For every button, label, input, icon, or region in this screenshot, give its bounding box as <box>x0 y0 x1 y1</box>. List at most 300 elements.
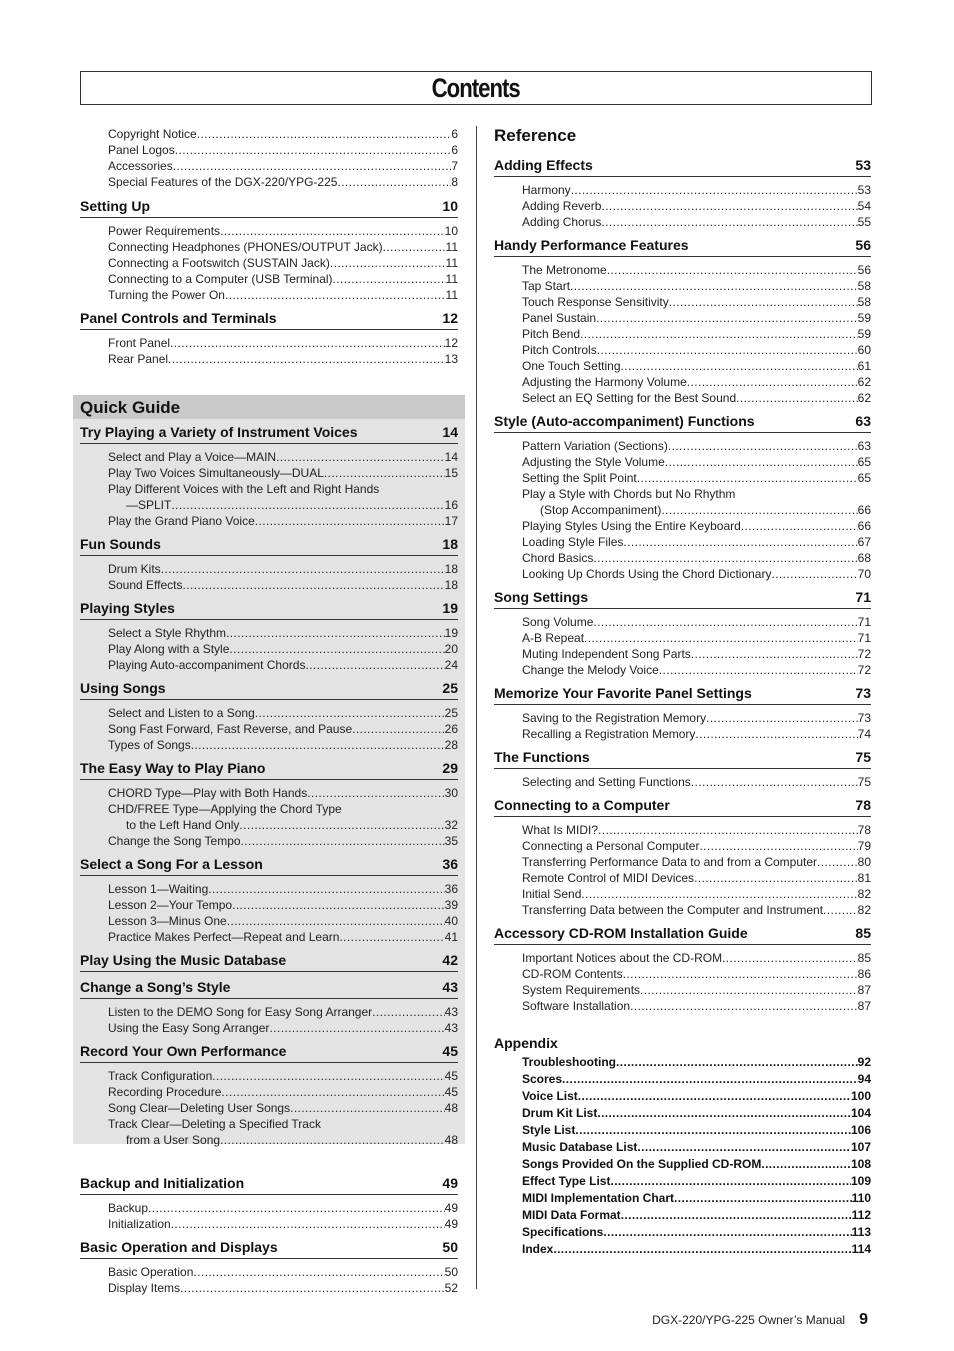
toc-entry-page: 36 <box>444 882 458 896</box>
toc-entry-link[interactable] <box>80 705 458 721</box>
toc-entry-label: Using the Easy Song Arranger <box>108 1021 270 1035</box>
toc-entry-label: Change the Melody Voice <box>522 663 659 677</box>
appendix-entry-link[interactable] <box>494 1173 871 1190</box>
toc-entry-link[interactable] <box>494 998 871 1014</box>
toc-entry-link[interactable] <box>494 486 871 518</box>
leader-dots <box>212 1068 444 1084</box>
toc-section <box>494 589 871 678</box>
toc-entry-link[interactable] <box>80 913 458 929</box>
section-title: Style (Auto-accompaniment) Functions <box>494 413 755 429</box>
toc-entry-link[interactable] <box>494 646 871 662</box>
toc-entry-label: Select and Listen to a Song <box>108 706 255 720</box>
leader-dots <box>180 1280 445 1296</box>
section-page: 75 <box>855 749 871 765</box>
appendix-entry-link[interactable] <box>494 1241 871 1258</box>
toc-entry-link[interactable] <box>80 833 458 849</box>
leader-dots <box>691 774 858 790</box>
toc-entry-page: 45 <box>444 1069 458 1083</box>
leader-dots <box>610 1173 851 1190</box>
section-heading-link[interactable] <box>494 413 871 433</box>
leader-dots <box>161 561 445 577</box>
toc-section <box>80 952 458 972</box>
leader-dots <box>578 1088 851 1105</box>
section-heading-link[interactable] <box>80 198 458 218</box>
toc-entry-label: Software Installation <box>522 999 631 1013</box>
toc-entry-label: Lesson 3—Minus One <box>108 914 227 928</box>
toc-section <box>80 198 458 303</box>
section-page: 42 <box>442 952 458 968</box>
leader-dots <box>621 358 858 374</box>
section-title: The Functions <box>494 749 590 765</box>
section-page: 43 <box>442 979 458 995</box>
leader-dots <box>255 513 445 529</box>
section-heading-link[interactable] <box>494 749 871 769</box>
toc-entry-link[interactable] <box>494 726 871 742</box>
toc-entry-page: 41 <box>444 930 458 944</box>
toc-entry-link[interactable] <box>80 1200 458 1216</box>
toc-entry-page: 66 <box>857 519 871 533</box>
toc-entry-page: 52 <box>444 1281 458 1295</box>
toc-entry-link[interactable] <box>494 838 871 854</box>
leader-dots <box>669 294 858 310</box>
toc-entry-link[interactable] <box>80 255 458 271</box>
section-page: 85 <box>855 925 871 941</box>
toc-entry-page: 72 <box>857 647 871 661</box>
toc-entry-page: 70 <box>857 567 871 581</box>
section-title: Try Playing a Variety of Instrument Voices <box>80 424 358 440</box>
section-heading-link[interactable] <box>80 310 458 330</box>
leader-dots <box>239 817 444 833</box>
section-heading-link[interactable] <box>80 1175 458 1195</box>
toc-entry-page: 18 <box>444 562 458 576</box>
toc-section <box>494 925 871 1014</box>
toc-entry-link[interactable] <box>80 881 458 897</box>
toc-entry-link[interactable] <box>494 822 871 838</box>
toc-entry-label: Copyright Notice <box>108 127 197 141</box>
toc-entry-link[interactable] <box>494 630 871 646</box>
leader-dots <box>593 550 857 566</box>
appendix-heading: Appendix <box>494 1035 558 1051</box>
appendix-entry-label: Troubleshooting <box>522 1055 616 1069</box>
toc-entry-page: 43 <box>444 1005 458 1019</box>
leader-dots <box>232 897 445 913</box>
leader-dots <box>621 1207 852 1224</box>
leader-dots <box>220 1132 445 1148</box>
toc-entry-label: Practice Makes Perfect—Repeat and Learn <box>108 930 340 944</box>
toc-entry-link[interactable] <box>494 326 871 342</box>
toc-entry-page: 12 <box>444 336 458 350</box>
toc-entry-label: Basic Operation <box>108 1265 194 1279</box>
leader-dots <box>575 1122 851 1139</box>
toc-entry-page: 58 <box>857 295 871 309</box>
leader-dots <box>226 625 445 641</box>
toc-entry-link[interactable] <box>80 174 458 190</box>
toc-entry-label: Backup <box>108 1201 149 1215</box>
toc-entry-page: 25 <box>444 706 458 720</box>
toc-section <box>80 856 458 945</box>
toc-entry-link[interactable] <box>80 1100 458 1116</box>
toc-entry-continuation <box>108 1132 458 1148</box>
toc-entry-link[interactable] <box>80 625 458 641</box>
appendix-entry-page: 94 <box>857 1072 871 1086</box>
toc-section <box>494 157 871 230</box>
toc-entry-link[interactable] <box>494 278 871 294</box>
appendix-entry-page: 112 <box>851 1208 871 1222</box>
toc-entry-label: Initialization <box>108 1217 171 1231</box>
toc-entry-link[interactable] <box>494 374 871 390</box>
appendix-entry-link[interactable] <box>494 1207 871 1224</box>
toc-entry-label: Accessories <box>108 159 173 173</box>
toc-entry-link[interactable] <box>80 801 458 833</box>
leader-dots <box>637 470 858 486</box>
appendix-entry-page: 107 <box>850 1140 871 1154</box>
section-title: Fun Sounds <box>80 536 161 552</box>
toc-entry-link[interactable] <box>494 438 871 454</box>
toc-section <box>494 685 871 742</box>
toc-entry-link[interactable] <box>494 518 871 534</box>
leader-dots <box>171 1216 445 1232</box>
toc-entry-link[interactable] <box>80 481 458 513</box>
toc-entry-link[interactable] <box>494 566 871 582</box>
appendix-entry-link[interactable] <box>494 1071 871 1088</box>
section-heading-link[interactable] <box>80 760 458 780</box>
toc-entry-page: 11 <box>445 256 458 270</box>
toc-entry-page: 11 <box>445 288 458 302</box>
section-page: 25 <box>442 680 458 696</box>
page-title: Contents <box>431 72 521 103</box>
toc-entry-label: Pattern Variation (Sections) <box>522 439 668 453</box>
toc-entry-label: Rear Panel <box>108 352 169 366</box>
toc-entry-page: 71 <box>857 615 871 629</box>
toc-entry-link[interactable] <box>494 182 871 198</box>
toc-section <box>80 1043 458 1148</box>
toc-entry-page: 82 <box>857 903 871 917</box>
toc-entry-page: 82 <box>857 887 871 901</box>
toc-entry-link[interactable] <box>494 550 871 566</box>
section-heading-link[interactable] <box>80 856 458 876</box>
toc-entry-link[interactable] <box>494 214 871 230</box>
toc-entry-page: 11 <box>445 240 458 254</box>
leader-dots <box>817 854 858 870</box>
toc-entry-label: Remote Control of MIDI Devices <box>522 871 695 885</box>
leader-dots <box>736 390 858 406</box>
section-heading-link[interactable] <box>494 157 871 177</box>
toc-entry-label: Connecting to a Computer (USB Terminal) <box>108 272 333 286</box>
leader-dots <box>241 833 445 849</box>
toc-entry-continuation <box>108 497 458 513</box>
toc-entry-page: 65 <box>857 455 871 469</box>
toc-section <box>80 979 458 1036</box>
appendix-entry-link[interactable] <box>494 1054 871 1071</box>
toc-entry-page: 17 <box>444 514 458 528</box>
leader-dots <box>571 182 858 198</box>
section-heading-link[interactable] <box>80 1239 458 1259</box>
section-page: 18 <box>442 536 458 552</box>
toc-entry-link[interactable] <box>494 390 871 406</box>
toc-entry-link[interactable] <box>80 287 458 303</box>
toc-entry-label: Play Two Voices Simultaneously—DUAL <box>108 466 324 480</box>
appendix-entry-label: Scores <box>522 1072 563 1086</box>
leader-dots <box>601 214 857 230</box>
leader-dots <box>603 1224 851 1241</box>
toc-entry-page: 85 <box>857 951 871 965</box>
leader-dots <box>168 351 445 367</box>
toc-entry-label: Setting the Split Point <box>522 471 637 485</box>
leader-dots <box>225 287 446 303</box>
leader-dots <box>616 1054 858 1071</box>
section-title: Backup and Initialization <box>80 1175 245 1191</box>
leader-dots <box>694 870 858 886</box>
toc-entry-link[interactable] <box>80 271 458 287</box>
appendix-entry-link[interactable] <box>494 1156 871 1173</box>
toc-entry-link[interactable] <box>80 1116 458 1148</box>
toc-entry-link[interactable] <box>80 641 458 657</box>
appendix-entry-link[interactable] <box>494 1105 871 1122</box>
appendix-entry-label: Index <box>522 1242 554 1256</box>
leader-dots <box>630 998 858 1014</box>
leader-dots <box>339 929 444 945</box>
section-page: 49 <box>442 1175 458 1191</box>
toc-entry-label-line: Play Different Voices with the Left and Right Hands <box>108 482 380 496</box>
section-title: Connecting to a Computer <box>494 797 670 813</box>
toc-entry-link[interactable] <box>494 710 871 726</box>
toc-entry-label: Special Features of the DGX-220/YPG-225 <box>108 175 338 189</box>
leader-dots <box>761 1156 851 1173</box>
toc-entry-link[interactable] <box>80 335 458 351</box>
toc-entry-link[interactable] <box>80 449 458 465</box>
toc-entry-label: Song Clear—Deleting User Songs <box>108 1101 291 1115</box>
section-page: 45 <box>442 1043 458 1059</box>
section-heading-link[interactable] <box>80 952 458 972</box>
toc-entry-link[interactable] <box>494 774 871 790</box>
toc-entry-link[interactable] <box>80 223 458 239</box>
appendix-entry-label: Effect Type List <box>522 1174 611 1188</box>
toc-entry-label: Types of Songs <box>108 738 191 752</box>
toc-entry-link[interactable] <box>494 902 871 918</box>
leader-dots <box>208 881 444 897</box>
appendix-entry-link[interactable] <box>494 1190 871 1207</box>
toc-entry-link[interactable] <box>80 1264 458 1280</box>
section-heading-link[interactable] <box>494 925 871 945</box>
leader-dots <box>337 174 451 190</box>
toc-entry-link[interactable] <box>80 1020 458 1036</box>
intro-entries <box>80 126 458 190</box>
toc-entry-link[interactable] <box>80 1068 458 1084</box>
toc-entry-page: 30 <box>444 786 458 800</box>
toc-entry-label: Listen to the DEMO Song for Easy Song Arranger <box>108 1005 373 1019</box>
toc-entry-label: Power Requirements <box>108 224 221 238</box>
toc-entry-label: Loading Style Files <box>522 535 624 549</box>
leader-dots <box>193 1264 444 1280</box>
toc-entry-link[interactable] <box>494 198 871 214</box>
leader-dots <box>771 566 857 582</box>
toc-entry-page: 45 <box>444 1085 458 1099</box>
toc-entry-link[interactable] <box>494 358 871 374</box>
toc-entry-page: 20 <box>444 642 458 656</box>
toc-entry-label-cont: from a User Song <box>126 1133 221 1147</box>
toc-entry-link[interactable] <box>494 950 871 966</box>
reference-heading: Reference <box>494 126 577 145</box>
toc-entry-page: 66 <box>857 503 871 517</box>
toc-entry-continuation <box>522 502 871 518</box>
toc-entry-page: 80 <box>857 855 871 869</box>
toc-entry-label: Adjusting the Harmony Volume <box>522 375 687 389</box>
toc-entry-link[interactable] <box>494 310 871 326</box>
toc-entry-link[interactable] <box>80 897 458 913</box>
toc-entry-link[interactable] <box>494 614 871 630</box>
toc-entry-link[interactable] <box>80 561 458 577</box>
leader-dots <box>596 310 858 326</box>
leader-dots <box>597 1105 851 1122</box>
toc-entry-label: Panel Logos <box>108 143 175 157</box>
section-page: 53 <box>855 157 871 173</box>
toc-entry-link[interactable] <box>494 870 871 886</box>
toc-entry-page: 78 <box>857 823 871 837</box>
toc-entry-label: Track Configuration <box>108 1069 213 1083</box>
toc-entry-link[interactable] <box>494 982 871 998</box>
toc-entry-link[interactable] <box>494 534 871 550</box>
toc-entry-link[interactable] <box>494 294 871 310</box>
leader-dots <box>372 1004 445 1020</box>
toc-entry-link[interactable] <box>80 126 458 142</box>
section-heading-link[interactable] <box>80 424 458 444</box>
toc-entry-label: Select and Play a Voice—MAIN <box>108 450 277 464</box>
toc-entry-link[interactable] <box>80 351 458 367</box>
leader-dots <box>661 502 857 518</box>
toc-entry-page: 62 <box>857 391 871 405</box>
section-heading-link[interactable] <box>80 1043 458 1063</box>
section-page: 73 <box>855 685 871 701</box>
section-heading-link[interactable] <box>80 979 458 999</box>
appendix-entry-link[interactable] <box>494 1122 871 1139</box>
toc-entry-link[interactable] <box>80 1280 458 1296</box>
appendix-entry-link[interactable] <box>494 1224 871 1241</box>
leader-dots <box>307 785 444 801</box>
toc-entry-page: 74 <box>857 727 871 741</box>
section-heading-link[interactable] <box>494 237 871 257</box>
toc-entry-link[interactable] <box>494 454 871 470</box>
appendix-entry-link[interactable] <box>494 1088 871 1105</box>
section-page: 29 <box>442 760 458 776</box>
leader-dots <box>823 902 858 918</box>
toc-entry-label: Sound Effects <box>108 578 183 592</box>
toc-entry-page: 53 <box>857 183 871 197</box>
toc-entry-label: Important Notices about the CD-ROM <box>522 951 723 965</box>
leader-dots <box>687 374 858 390</box>
appendix-entry-page: 100 <box>850 1089 871 1103</box>
toc-entry-label: CHORD Type—Play with Both Hands <box>108 786 308 800</box>
toc-entry-link[interactable] <box>494 342 871 358</box>
section-heading-link[interactable] <box>494 589 871 609</box>
toc-entry-page: 26 <box>444 722 458 736</box>
toc-entry-link[interactable] <box>494 262 871 278</box>
toc-entry-page: 73 <box>857 711 871 725</box>
toc-entry-label: Initial Send <box>522 887 582 901</box>
toc-entry-label: Change the Song Tempo <box>108 834 241 848</box>
toc-entry-link[interactable] <box>80 785 458 801</box>
toc-entry-page: 39 <box>444 898 458 912</box>
toc-entry-link[interactable] <box>494 966 871 982</box>
toc-entry-label: Harmony <box>522 183 571 197</box>
toc-entry-link[interactable] <box>80 929 458 945</box>
toc-entry-link[interactable] <box>80 721 458 737</box>
toc-entry-label: Transferring Performance Data to and from a Computer <box>522 855 818 869</box>
section-heading-link[interactable] <box>494 685 871 705</box>
section-heading-link[interactable] <box>494 797 871 817</box>
section-page: 71 <box>855 589 871 605</box>
toc-entry-link[interactable] <box>80 1216 458 1232</box>
toc-entry-label-line: Play a Style with Chords but No Rhythm <box>522 487 736 501</box>
leader-dots <box>674 1190 852 1207</box>
toc-entry-link[interactable] <box>494 886 871 902</box>
leader-dots <box>170 335 445 351</box>
toc-entry-label: Song Volume <box>522 615 594 629</box>
leader-dots <box>570 278 858 294</box>
leader-dots <box>581 886 857 902</box>
section-page: 12 <box>442 310 458 326</box>
toc-entry-label: Play Along with a Style <box>108 642 230 656</box>
section-page: 56 <box>855 237 871 253</box>
toc-entry-page: 54 <box>857 199 871 213</box>
leader-dots <box>623 534 857 550</box>
section-title: Adding Effects <box>494 157 593 173</box>
toc-entry-label: Connecting a Footswitch (SUSTAIN Jack) <box>108 256 330 270</box>
toc-entry-page: 62 <box>857 375 871 389</box>
toc-entry-label: Select an EQ Setting for the Best Sound <box>522 391 737 405</box>
section-page: 14 <box>442 424 458 440</box>
toc-entry-link[interactable] <box>80 577 458 593</box>
toc-entry-label: Panel Sustain <box>522 311 597 325</box>
section-page: 19 <box>442 600 458 616</box>
leader-dots <box>640 982 858 998</box>
leader-dots <box>191 737 445 753</box>
toc-entry-link[interactable] <box>494 470 871 486</box>
toc-entry-link[interactable] <box>494 854 871 870</box>
section-heading-link[interactable] <box>80 600 458 620</box>
section-title: Change a Song’s Style <box>80 979 231 995</box>
leader-dots <box>173 158 452 174</box>
spacer <box>80 1155 458 1175</box>
section-heading-link[interactable] <box>80 680 458 700</box>
toc-entry-label: Recording Procedure <box>108 1085 222 1099</box>
toc-entry-link[interactable] <box>80 737 458 753</box>
toc-entry-link[interactable] <box>80 465 458 481</box>
toc-entry-page: 6 <box>451 143 458 157</box>
toc-entry-link[interactable] <box>80 1004 458 1020</box>
quick-guide-heading: Quick Guide <box>80 398 181 417</box>
toc-entry-link[interactable] <box>80 239 458 255</box>
toc-entry-link[interactable] <box>80 1084 458 1100</box>
toc-entry-link[interactable] <box>80 657 458 673</box>
appendix-entry-page: 109 <box>850 1174 871 1188</box>
toc-entry-label: Drum Kits <box>108 562 161 576</box>
toc-entry-link[interactable] <box>80 158 458 174</box>
toc-entry-link[interactable] <box>80 142 458 158</box>
toc-entry-link[interactable] <box>80 513 458 529</box>
toc-entry-label: Pitch Bend <box>522 327 581 341</box>
appendix-entry-label: Drum Kit List <box>522 1106 598 1120</box>
appendix-entry-label: Songs Provided On the Supplied CD-ROM <box>522 1157 762 1171</box>
section-heading-link[interactable] <box>80 536 458 556</box>
section-title: Play Using the Music Database <box>80 952 287 968</box>
toc-entry-link[interactable] <box>494 662 871 678</box>
leader-dots <box>637 1139 851 1156</box>
leader-dots <box>691 646 858 662</box>
toc-entry-page: 13 <box>444 352 458 366</box>
appendix-entry-link[interactable] <box>494 1139 871 1156</box>
toc-entry-label: Lesson 2—Your Tempo <box>108 898 233 912</box>
toc-entry-label: Front Panel <box>108 336 171 350</box>
